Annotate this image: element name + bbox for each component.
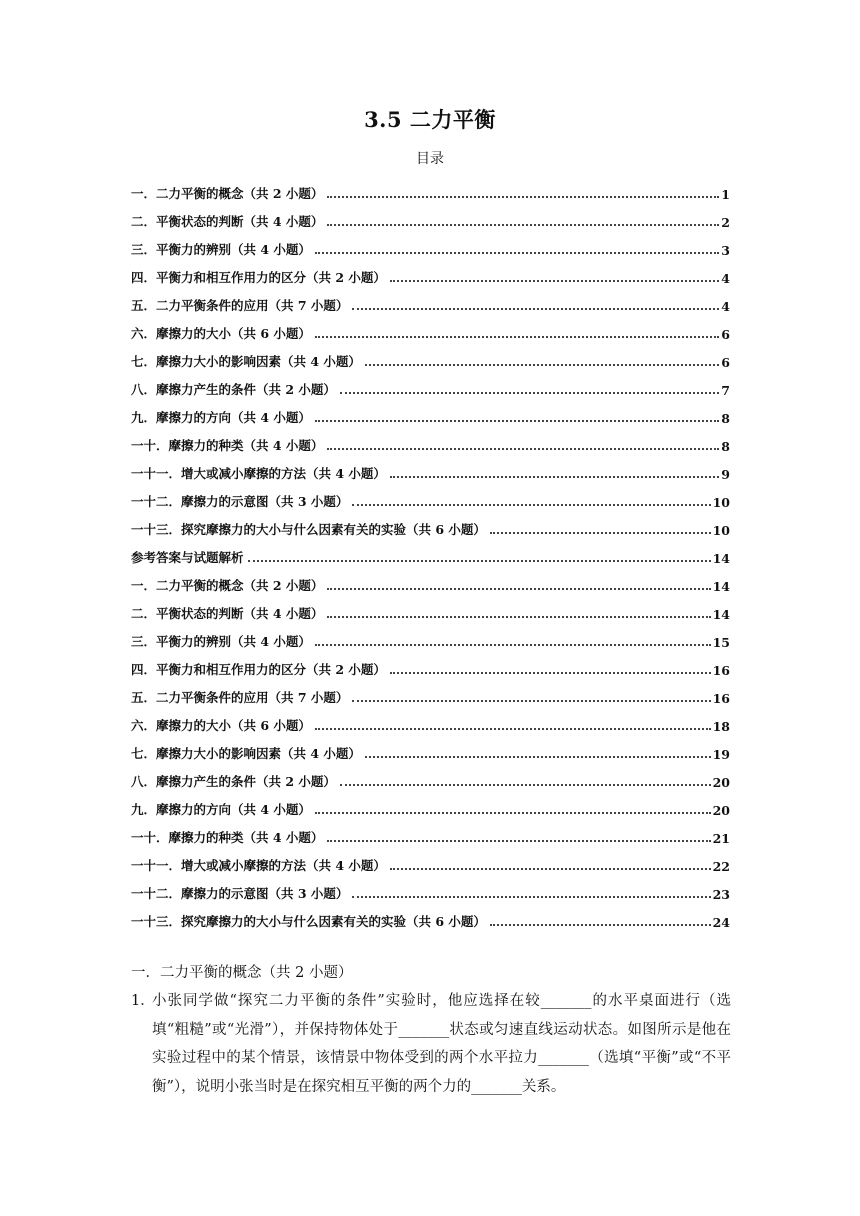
toc-entry-page: 8 — [721, 411, 730, 426]
toc-entry-page: 2 — [721, 215, 730, 230]
toc-entry[interactable] — [131, 230, 730, 258]
toc-heading: 目录 — [416, 151, 444, 167]
toc-entry[interactable] — [131, 538, 730, 566]
toc-entry-label: 六．摩擦力的大小（共 6 小题） — [131, 718, 311, 733]
toc-entry-page: 16 — [712, 663, 730, 678]
toc-entry-label: 一十三．探究摩擦力的大小与什么因素有关的实验（共 6 小题） — [131, 914, 486, 929]
toc-entry-label: 二．平衡状态的判断（共 4 小题） — [131, 606, 324, 621]
toc-dot-leader — [390, 476, 719, 478]
toc-entry-page: 20 — [712, 803, 730, 818]
toc-entry-page: 22 — [712, 859, 730, 874]
toc-entry-label: 六．摩擦力的大小（共 6 小题） — [131, 326, 311, 341]
toc-entry-label: 一十三．探究摩擦力的大小与什么因素有关的实验（共 6 小题） — [131, 522, 486, 537]
toc-entry-page: 16 — [712, 691, 730, 706]
toc-entry[interactable] — [131, 566, 730, 594]
table-of-contents — [131, 174, 730, 930]
toc-dot-leader — [315, 336, 719, 338]
toc-entry[interactable] — [131, 706, 730, 734]
toc-entry-page: 7 — [721, 383, 730, 398]
toc-entry[interactable] — [131, 370, 730, 398]
toc-entry-page: 14 — [712, 579, 730, 594]
toc-entry[interactable] — [131, 482, 730, 510]
question-text: 小张同学做“探究二力平衡的条件”实验时，他应选择在较_______的水平桌面进行（选填“粗糙”或“光滑”），并保持物体处于_______状态或匀速直线运动状态。如图所示是他在实验过程中的某个情景，该情景中物体受到的两个水平拉力_______（选填“平衡”或“不平衡”），说明小张当时是在探究相互平衡的两个力的_______关系。 — [152, 993, 731, 1095]
document-title: 3.5 二力平衡 — [364, 107, 496, 132]
toc-entry-label: 一十．摩擦力的种类（共 4 小题） — [131, 438, 324, 453]
toc-entry[interactable] — [131, 398, 730, 426]
toc-dot-leader — [352, 700, 710, 702]
toc-entry[interactable] — [131, 174, 730, 202]
toc-dot-leader — [390, 868, 711, 870]
toc-dot-leader — [352, 504, 710, 506]
toc-entry-label: 一．二力平衡的概念（共 2 小题） — [131, 578, 324, 593]
toc-entry-label: 三．平衡力的辨别（共 4 小题） — [131, 634, 311, 649]
toc-entry[interactable] — [131, 846, 730, 874]
toc-dot-leader — [327, 448, 719, 450]
toc-dot-leader — [352, 896, 710, 898]
toc-entry[interactable] — [131, 202, 730, 230]
toc-entry-label: 九．摩擦力的方向（共 4 小题） — [131, 802, 311, 817]
toc-entry[interactable] — [131, 678, 730, 706]
toc-entry[interactable] — [131, 902, 730, 930]
toc-entry[interactable] — [131, 286, 730, 314]
toc-dot-leader — [340, 392, 719, 394]
toc-entry-page: 10 — [712, 523, 730, 538]
toc-dot-leader — [390, 672, 711, 674]
toc-dot-leader — [315, 812, 711, 814]
toc-entry-label: 二．平衡状态的判断（共 4 小题） — [131, 214, 324, 229]
toc-dot-leader — [340, 784, 711, 786]
toc-dot-leader — [490, 924, 711, 926]
toc-dot-leader — [327, 616, 710, 618]
toc-entry-label: 一．二力平衡的概念（共 2 小题） — [131, 186, 324, 201]
toc-entry-page: 6 — [721, 327, 730, 342]
toc-dot-leader — [327, 196, 719, 198]
toc-dot-leader — [365, 756, 711, 758]
toc-entry[interactable] — [131, 454, 730, 482]
toc-entry-label: 一十．摩擦力的种类（共 4 小题） — [131, 830, 324, 845]
toc-entry[interactable] — [131, 790, 730, 818]
toc-dot-leader — [327, 588, 710, 590]
toc-entry-page: 6 — [721, 355, 730, 370]
toc-entry-page: 1 — [721, 187, 730, 202]
toc-entry-page: 10 — [712, 495, 730, 510]
toc-entry-label: 七．摩擦力大小的影响因素（共 4 小题） — [131, 746, 361, 761]
toc-dot-leader — [315, 728, 711, 730]
toc-entry-page: 4 — [721, 299, 730, 314]
toc-entry-label: 九．摩擦力的方向（共 4 小题） — [131, 410, 311, 425]
toc-entry[interactable] — [131, 818, 730, 846]
toc-entry-page: 20 — [712, 775, 730, 790]
toc-entry-label: 一十二．摩擦力的示意图（共 3 小题） — [131, 494, 349, 509]
toc-entry-label: 一十一．增大或减小摩擦的方法（共 4 小题） — [131, 466, 386, 481]
toc-entry[interactable] — [131, 650, 730, 678]
toc-entry-label: 一十二．摩擦力的示意图（共 3 小题） — [131, 886, 349, 901]
toc-dot-leader — [390, 280, 719, 282]
toc-entry[interactable] — [131, 342, 730, 370]
toc-dot-leader — [315, 644, 711, 646]
toc-entry[interactable] — [131, 622, 730, 650]
toc-entry[interactable] — [131, 594, 730, 622]
toc-entry[interactable] — [131, 510, 730, 538]
toc-entry[interactable] — [131, 874, 730, 902]
toc-entry-label: 八．摩擦力产生的条件（共 2 小题） — [131, 382, 336, 397]
toc-entry-page: 3 — [721, 243, 730, 258]
toc-entry-page: 14 — [712, 551, 730, 566]
toc-entry-page: 23 — [712, 887, 730, 902]
toc-entry-page: 15 — [712, 635, 730, 650]
toc-dot-leader — [327, 224, 719, 226]
toc-entry-label: 七．摩擦力大小的影响因素（共 4 小题） — [131, 354, 361, 369]
toc-entry-page: 9 — [721, 467, 730, 482]
toc-dot-leader — [327, 840, 710, 842]
toc-entry[interactable] — [131, 734, 730, 762]
toc-entry-label: 八．摩擦力产生的条件（共 2 小题） — [131, 774, 336, 789]
toc-dot-leader — [248, 560, 711, 562]
toc-entry-label: 三．平衡力的辨别（共 4 小题） — [131, 242, 311, 257]
toc-entry-label: 一十一．增大或减小摩擦的方法（共 4 小题） — [131, 858, 386, 873]
toc-entry-page: 8 — [721, 439, 730, 454]
toc-entry[interactable] — [131, 762, 730, 790]
toc-entry-label: 五．二力平衡条件的应用（共 7 小题） — [131, 298, 349, 313]
toc-entry[interactable] — [131, 258, 730, 286]
question-1 — [131, 987, 731, 1101]
toc-entry[interactable] — [131, 426, 730, 454]
toc-entry[interactable] — [131, 314, 730, 342]
toc-dot-leader — [490, 532, 711, 534]
toc-entry-label: 参考答案与试题解析 — [131, 550, 244, 565]
toc-entry-page: 24 — [712, 915, 730, 930]
toc-dot-leader — [365, 364, 719, 366]
toc-entry-page: 21 — [712, 831, 730, 846]
toc-entry-label: 五．二力平衡条件的应用（共 7 小题） — [131, 690, 349, 705]
toc-entry-label: 四．平衡力和相互作用力的区分（共 2 小题） — [131, 270, 386, 285]
toc-dot-leader — [315, 252, 719, 254]
toc-entry-label: 四．平衡力和相互作用力的区分（共 2 小题） — [131, 662, 386, 677]
toc-entry-page: 19 — [712, 747, 730, 762]
toc-entry-page: 14 — [712, 607, 730, 622]
toc-entry-page: 18 — [712, 719, 730, 734]
section-heading: 一．二力平衡的概念（共 2 小题） — [131, 965, 353, 981]
toc-dot-leader — [352, 308, 719, 310]
toc-dot-leader — [315, 420, 719, 422]
toc-entry-page: 4 — [721, 271, 730, 286]
question-number: 1． — [131, 993, 155, 1009]
